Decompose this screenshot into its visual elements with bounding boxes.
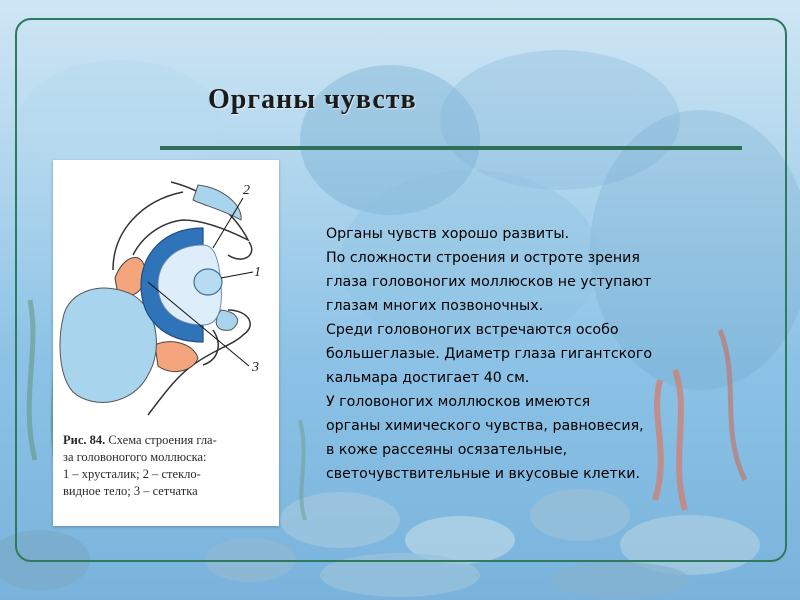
body-line: У головоногих моллюсков имеются: [326, 394, 591, 410]
body-line: По сложности строения и остроте зрения: [326, 250, 640, 266]
label-lens-number: 1: [254, 265, 261, 280]
body-line: глаза головоногих моллюсков не уступают: [326, 274, 652, 290]
label-retina-number: 3: [252, 360, 259, 375]
body-line: кальмара достигает 40 см.: [326, 370, 530, 386]
caption-line-4: видное тело; 3 – сетчатка: [63, 484, 198, 498]
body-text: [326, 222, 652, 486]
label-vitreous-number: 2: [243, 183, 250, 198]
figure-number: Рис. 84.: [63, 433, 106, 447]
slide-title: Органы чувств: [208, 84, 417, 115]
body-line: органы химического чувства, равновесия,: [326, 418, 644, 434]
caption-line-2: за головоногого моллюска:: [63, 450, 207, 464]
figure-caption: [63, 432, 273, 500]
caption-line-1: Схема строения гла-: [105, 433, 217, 447]
body-line: Среди головоногих встречаются особо: [326, 322, 619, 338]
figure-card: [53, 160, 279, 526]
caption-line-3: 1 – хрусталик; 2 – стекло-: [63, 467, 201, 481]
body-line: в коже рассеяны осязательные,: [326, 442, 568, 458]
title-underline: [160, 146, 742, 150]
body-line: светочувствительные и вкусовые клетки.: [326, 466, 641, 482]
body-line: глазам многих позвоночных.: [326, 298, 544, 314]
body-line: Органы чувств хорошо развиты.: [326, 226, 570, 242]
eye-diagram: [53, 160, 279, 430]
body-line: большеглазые. Диаметр глаза гигантского: [326, 346, 653, 362]
